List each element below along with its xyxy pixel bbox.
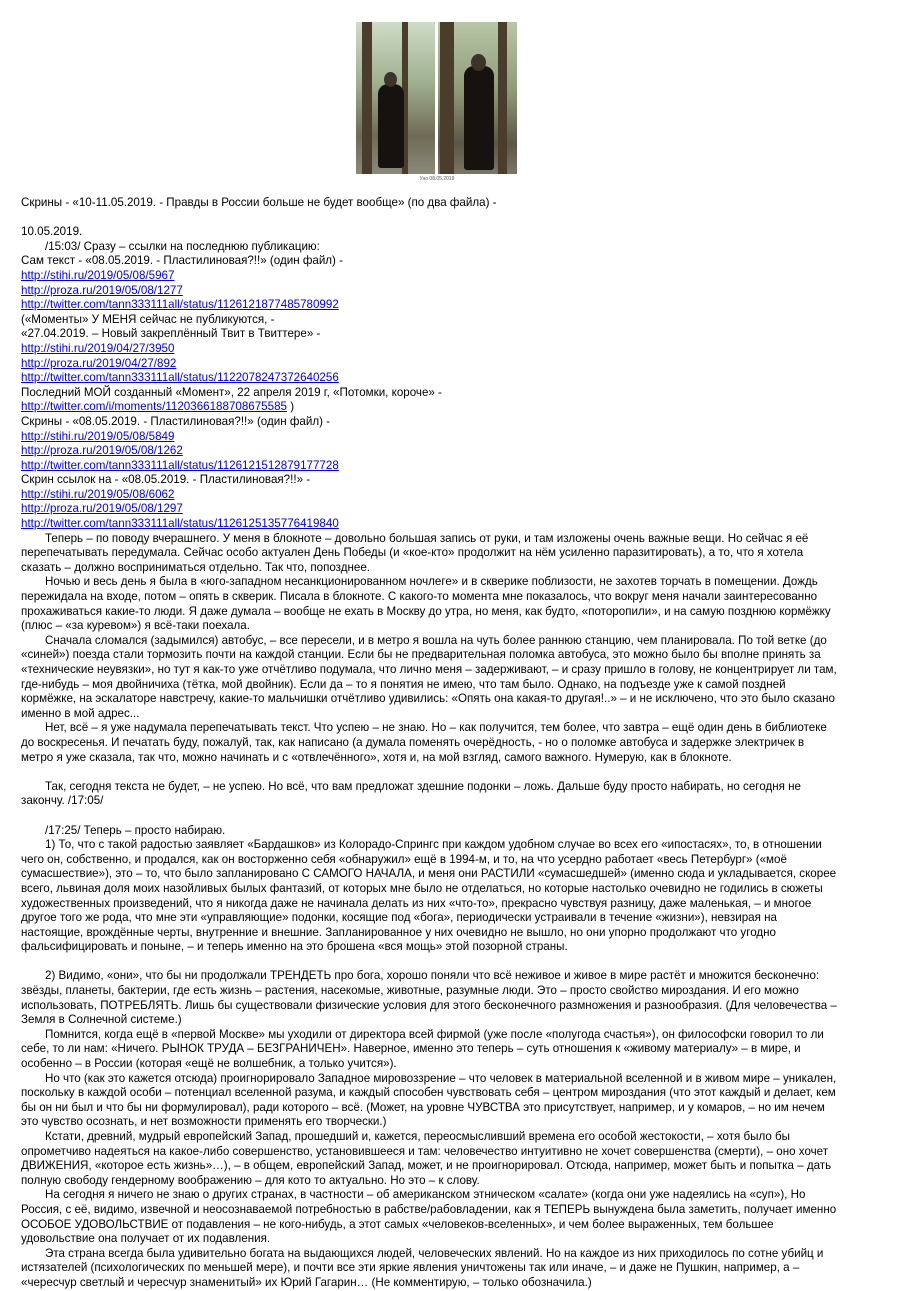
text-line: поскольку в каждой особи – потенциал вселенной разума, и каждый способен чувствовать себя – центром мироздания (что этот каждый и делает, кем	[21, 1086, 836, 1100]
doc-date: 10.05.2019.	[21, 225, 83, 239]
text-line: «технические неувязки», но тут я как-то уже отчётливо подумала, что лично меня – задерживают, – и сразу пришло в голову, не концентрирует ли там,	[21, 663, 837, 676]
link[interactable]: http://twitter.com/tann333111all/status/1122078247372640256	[21, 371, 339, 385]
text-line: Последний МОЙ созданный «Момент», 22 апреля 2019 г, «Потомки, короче» -	[21, 385, 442, 399]
text-line: чего он, собственно, и продался, как он восторженно себя «обнаружил» ещё в 1994-м, и то, на что усердно работает «весь Петербург» («моё	[21, 852, 787, 866]
text-line: Сначала сломался (задымился) автобус, – все пересели, и в метро я вошла на чуть более раннюю станцию, чем планировала. По той ветке (до	[45, 633, 827, 647]
text-line: Теперь – по поводу вчерашнего. У меня в блокноте – довольно большая запись от руки, и там изложены очень важные вещи. Но сейчас я её	[45, 531, 809, 545]
text-line: всего, львиная доля моих назойливых былых фантазий, от которых мне было не отделаться, но которые настолько очевидно не годились в сюжеты	[21, 881, 823, 895]
photo-collage	[356, 22, 518, 180]
photo-left	[356, 22, 435, 174]
text-line: себе, то ли нам: «Ничего. РЫНОК ТРУДА – БЕЗГРАНИЧЕН». Наверное, именно это теперь – суть отношения к «живому материалу» – в мире, и	[21, 1042, 801, 1056]
text-line: звёзды, планеты, бактерии, где есть жизнь – растения, насекомые, животные, разумные люди. Это – просто свойство мироздания. И его можно	[21, 984, 799, 998]
text-line: кормёжке, на эскалаторе навстречу, какие-то мальчишки отчётливо удивились: «Опять она какая-то другая!..» – и не исключено, что это было сказано	[21, 692, 836, 706]
text-line: художественных произведений, что я никогда даже не начинала делать из них «что-то», прекрасно чувствуя разницу, даже маленькая, – и многое	[21, 896, 812, 910]
text-line: ОСОБОЕ УДОВОЛЬСТВИЕ от подавления – не кого-нибудь, а этот самых «человеков-вселенных», и чем более выраженных, тем большее	[21, 1217, 774, 1231]
document-body: Скрины - «10-11.05.2019. - Правды в России больше не будет вообще» (по два файла) - 10.05.2019. /15:03/ Сразу – ссылки на последнюю публикацию: Сам текст - «08.05.2019. - Пластилиновая?!!» (один файл) - http://stihi.ru/2019/05/08/5967 http://proza.ru/2019/05/08/1277 http://twitter.com/tann333111all/status/1126121877485780992 («Моменты» У МЕНЯ сейчас не публикуются, - «27.04.2019. – Новый закреплённый Твит в Твиттере» - http://stihi.ru/2019/04/27/3950 http://proza.ru/2019/04/27/892 http://twitter.com/tann333111all/status/1122078247372640256 Последний МОЙ созданный «Момент», 22 апреля 2019 г, «Потомки, короче» - http://twitter.com/i/moments/1120366188708675585 ) Скрины - «08.05.2019. - Пластилиновая?!!» (один файл) - http://stihi.ru/2019/05/08/5849 http://proza.ru/2019/05/08/1262 http://twitter.com/tann333111all/status/1126121512879177728 Скрин ссылок на - «08.05.2019. - Пластилиновая?!!» - http://stihi.ru/2019/05/08/6062 http://proza.ru/2019/05/08/1297 http://twitter.com/tann333111all/status/1126125135776419840 Теперь – по поводу вчерашнего. У меня в блокноте – довольно большая запись от руки, и там изложены очень важные вещи. Но сейчас я её перепечатывать передумала. Сейчас особо актуален День Победы (и «кое-кто» продолжит на нём усиленно паразитировать), а то, что я хотела сказать – должно восприниматься отдельно. Так что, попозднее. Ночью и весь день я была в «юго-западном несанкционированном ночлеге» и в скверике поблизости, не захотев торчать в помещении. Дождь пережидала на входе, потом – опять в скверик. Писала в блокноте. С какого-то момента мне показалось, что вокруг меня начали заинтересованно прохаживаться какие-то люди. Я даже думала – вообще не ехать в Москву до утра, но меня, как будто, «поторопили», и на самую позднюю кормёжку (плюс – «за куревом») я всё-таки поехала. Сначала сломался (задымился) автобус, – все пересели, и в метро я вошла на чуть более раннюю станцию, чем планировала. По той ветке (до «синей») поезда стали тормозить почти на каждой станции. Если бы не предварительная поломка автобуса, это можно было бы вполне принять за «технические неувязки», но тут я как-то уже отчётливо подумала, что лично меня – задерживают, – и сразу пришло в голову, не концентрирует ли там, где-нибудь – моя двойничиха (тётка, мой двойник). Если да – то я понятия не имею, что там было. Однако, на подъезде уже к самой поздней кормёжке, на эскалаторе навстречу, какие-то мальчишки отчётливо удивились: «Опять она какая-то другая!..» – и не исключено, что это было сказано именно в мой адрес... Нет, всё – я уже надумала перепечатывать текст. Что успею – не знаю. Но – как получится, тем более, что завтра – ещё один день в библиотеке до воскресенья. И печатать буду, пожалуй, так, как написано (а думала поменять очерёдность, - но о поломке автобуса и задержке электричек в метро я уже сказала, так что, можно начинать и с «отвлечённого», хотя и, на мой взгляд, самого важного. Нумерую, как в блокноте. Так, сегодня текста не будет, – не успею. Но всё, что вам предложат здешние подонки – ложь. Дальше буду просто набирать, но сегодня не закончу. /17:05/ /17:25/ Теперь – просто набираю. 1) То, что с такой радостью заявляет «Бардашков» из Колорадо-Спрингс при каждом удобном случае во всех его «ипостасях», то, в отношении чего он, собственно, и продался, как он восторженно себя «обнаружил» ещё в 1994-м, и то, на что усердно работает «весь Петербург» («моё сумасшествие»), это – то, что было запланировано С САМОГО НАЧАЛА, и меня они РАСТИЛИ «сумасшедшей» (именно сюда и укладывается, скорее всего, львиная доля моих назойливых былых фантазий, от которых мне было не отделаться, но которые настолько очевидно не годились в сюжеты художественных произведений, что я никогда даже не начинала делать из них «что-то», прекрасно чувствуя разницу, даже маленькая, – и многое другое того же рода, что мне эти «управляющие» подонки, косящие под «бога», периодически устраивали в течение «жизни»), невзирая на настоящие, врождённые черты, внутренние и внешние. Запланированное у них очевидно не вышло, но они упорно продолжают что угодно фальсифицировать и поныне, – и теперь именно на это брошена «вся мощь» этой позорной страны. 2) Видимо, «они», что бы ни продолжали ТРЕНДЕТЬ про бога, хорошо поняли что всё неживое и живое в мире растёт и множится бесконечно: звёзды, планеты, бактерии, где есть жизнь – растения, насекомые, животные, разумные люди. Это – просто свойство мироздания. И его можно использовать, ПОТРЕБЛЯТЬ. Лишь бы существовали физические условия для этого бесконечного размножения и разнообразия. (Для человечества – Земля в Солнечной системе.) Помнится, когда ещё в «первой Москве» мы уходили от директора всей фирмой (уже после «полугода счастья»), он философски говорил то ли себе, то ли нам: «Ничего. РЫНОК ТРУДА – БЕЗГРАНИЧЕН». Наверное, именно это теперь – суть отношения к «живому материалу» – в мире, и особенно – в России (которая «ещё не волшебник, а только учится»). Но что (как это кажется отсюда) проигнорировало Западное мировоззрение – что человек в материальной вселенной и в живом мире – уникален, поскольку в каждой особи – потенциал вселенной разума, и каждый способен чувствовать себя – центром мироздания (что этот каждый и делает, кем бы он ни был и что бы ни формулировал), ради которого – всё. (Может, на уровне ЧУВСТВА это присутствует, например, и у комаров, – но им нечем это чувство осознать, и нет возможности применять его творчески.) Кстати, древний, мудрый европейский Запад, прошедший и, кажется, переосмысливший времена его особой жестокости, – хотя было бы опрометчиво надеяться на какое-либо совершенство, установившееся и там: человечество интуитивно не хочет совершенства (смерти), – оно хочет ДВИЖЕНИЯ, «которое есть жизнь»…), – в общем, европейский Запад, может, и не проигнорировал. Отсюда, например, может быть и попытка – дать полную свободу гендерному воображению – для кото то актуально. Но это – к слову. На сегодня я ничего не знаю о других странах, в частности – об американском этническом «салате» (когда они уже надеялись на «суп»), Но Россия, с её, видимо, извечной и неосознаваемой потребностью в рабстве/рабовладении, как я ТЕПЕРЬ вынуждена была заметить, получает именно ОСОБОЕ УДОВОЛЬСТВИЕ от подавления – не кого-нибудь, а этот самых «человеков-вселенных», и чем более выраженных, тем большее удовольствие она получает от их подавления. Эта страна всегда была удивительно богата на выдающихся людей, человеческих явлений. Но на каждое из них приходилось по сотне убийц и истязателей (психологических по меньшей мере), и почти все эти яркие явления уничтожены так или иначе, – и даже не Пушкин, например, а – «чересчур светлый и чересчур знаменитый» их Юрий Гагарин… (Не комментирую, – только обозначила.)	[21, 196, 883, 1291]
link[interactable]: http://stihi.ru/2019/05/08/5967	[21, 268, 175, 282]
link[interactable]: http://proza.ru/2019/05/08/1297	[21, 502, 183, 516]
text-line: использовать, ПОТРЕБЛЯТЬ. Лишь бы существовали физические условия для этого бесконечного размножения и разнообразия. (Для человечества –	[21, 998, 837, 1012]
text-line: /17:25/ Теперь – просто набираю.	[45, 823, 226, 837]
text-line: Россия, с её, видимо, извечной и неосознаваемой потребностью в рабстве/рабовладении, как я ТЕПЕРЬ вынуждена была заметить, получает именно	[21, 1202, 837, 1216]
text-line: Но что (как это кажется отсюда) проигнорировало Западное мировоззрение – что человек в материальной вселенной и в живом мире – уникален,	[45, 1071, 837, 1085]
text-line: пережидала на входе, потом – опять в скверик. Писала в блокноте. С какого-то момента мне показалось, что вокруг меня начали заинтересованно	[21, 590, 818, 604]
text-line: 1) То, что с такой радостью заявляет «Бардашков» из Колорадо-Спрингс при каждом удобном случае во всех его «ипостасях», то, в отношении	[45, 838, 822, 852]
link[interactable]: http://twitter.com/tann333111all/status/1126121512879177728	[21, 458, 339, 472]
text-line: истязателей (психологических по меньшей мере), и почти все эти яркие явления уничтожены так или иначе, – и даже не Пушкин, например, а –	[21, 1261, 800, 1275]
text-line: сказать – должно восприниматься отдельно. Так что, попозднее.	[21, 560, 371, 574]
text-line: Так, сегодня текста не будет, – не успею. Но всё, что вам предложат здешние подонки – ложь. Дальше буду просто набирать, но сегодня не	[45, 779, 801, 793]
link[interactable]: http://proza.ru/2019/05/08/1277	[21, 283, 183, 297]
text-line: Скрин ссылок на - «08.05.2019. - Пластилиновая?!!» -	[21, 473, 311, 487]
text-line: Нет, всё – я уже надумала перепечатывать текст. Что успею – не знаю. Но – как получится, тем более, что завтра – ещё один день в библиотеке	[45, 721, 827, 735]
text-line: Сам текст - «08.05.2019. - Пластилиновая?!!» (один файл) -	[21, 254, 344, 268]
text-line: удовольствие она получает от их подавления.	[21, 1232, 271, 1246]
link[interactable]: http://proza.ru/2019/05/08/1262	[21, 444, 183, 458]
text-line: бы он ни был и что бы ни формулировал), ради которого – всё. (Может, на уровне ЧУВСТВА это присутствует, например, и у комаров, – но им нечем	[21, 1100, 825, 1114]
text-line: «синей») поезда стали тормозить почти на каждой станции. Если бы не предварительная поломка автобуса, это можно было бы вполне принять за	[21, 648, 821, 662]
text-line: полную свободу гендерному воображению – для кото то актуально. Но это – к слову.	[21, 1173, 480, 1187]
photo-caption: Уно 08.05.2019	[419, 176, 455, 182]
text-line: закончу. /17:05/	[21, 794, 104, 808]
text-line: Эта страна всегда была удивительно богата на выдающихся людей, человеческих явлений. Но на каждое из них приходилось по сотне убийц и	[45, 1246, 824, 1260]
link[interactable]: http://stihi.ru/2019/05/08/6062	[21, 487, 175, 501]
text-line: другое того же рода, что мне эти «управляющие» подонки, косящие под «бога», периодически устраивали в течение «жизни»), невзирая на	[21, 911, 777, 925]
text-line: метро я уже сказала, так что, можно начинать и с «отвлечённого», хотя и, на мой взгляд, самого важного. Нумерую, как в блокноте.	[21, 750, 732, 764]
text-line: фальсифицировать и поныне, – и теперь именно на это брошена «вся мощь» этой позорной страны.	[21, 940, 568, 954]
text-line: На сегодня я ничего не знаю о других странах, в частности – об американском этническом «салате» (когда они уже надеялись на «суп»), Но	[45, 1188, 806, 1202]
text-line: сумасшествие»), это – то, что было запланировано С САМОГО НАЧАЛА, и меня они РАСТИЛИ «сумасшедшей» (именно сюда и укладывается, скорее	[21, 867, 837, 881]
text-line: ДВИЖЕНИЯ, «которое есть жизнь»…), – в общем, европейский Запад, может, и не проигнорировал. Отсюда, например, может быть и попытка – дать	[21, 1159, 832, 1173]
text-line: Ночью и весь день я была в «юго-западном несанкционированном ночлеге» и в скверике поблизости, не захотев торчать в помещении. Дождь	[45, 575, 818, 589]
text-line: (плюс – «за куревом») я всё-таки поехала.	[21, 619, 250, 633]
text-line: особенно – в России (которая «ещё не волшебник, а только учится»).	[21, 1057, 397, 1071]
text-line: Кстати, древний, мудрый европейский Запад, прошедший и, кажется, переосмысливший времена его особой жестокости, – хотя было бы	[45, 1130, 791, 1143]
text-line: «27.04.2019. – Новый закреплённый Твит в Твиттере» -	[21, 327, 321, 341]
photo-right	[438, 22, 517, 174]
text-line: опрометчиво надеяться на какое-либо совершенство, установившееся и там: человечество интуитивно не хочет совершенства (смерти), – оно хочет	[21, 1144, 829, 1158]
text-line: до воскресенья. И печатать буду, пожалуй, так, как написано (а думала поменять очерёдность, - но о поломке автобуса и задержке электричек в	[21, 735, 805, 749]
text-line: «чересчур светлый и чересчур знаменитый» их Юрий Гагарин… (Не комментирую, – только обозначила.)	[21, 1275, 592, 1289]
link[interactable]: http://stihi.ru/2019/05/08/5849	[21, 429, 175, 443]
text-line: («Моменты» У МЕНЯ сейчас не публикуются, -	[21, 312, 275, 326]
text-line: Земля в Солнечной системе.)	[21, 1013, 182, 1027]
doc-header: Скрины - «10-11.05.2019. - Правды в России больше не будет вообще» (по два файла) -	[21, 196, 497, 209]
text-line: именно в мой адрес...	[21, 706, 140, 720]
link[interactable]: http://twitter.com/tann333111all/status/1126121877485780992	[21, 298, 339, 312]
text-line: Помнится, когда ещё в «первой Москве» мы уходили от директора всей фирмой (уже после «полугода счастья»), он философски говорил то ли	[45, 1027, 824, 1041]
text-line: где-нибудь – моя двойничиха (тётка, мой двойник). Если да – то я понятия не имею, что там было. Однако, на подъезде уже к самой поздней	[21, 677, 786, 691]
link[interactable]: http://proza.ru/2019/04/27/892	[21, 356, 177, 370]
text-line: Скрины - «08.05.2019. - Пластилиновая?!!» (один файл) -	[21, 414, 331, 428]
link[interactable]: http://stihi.ru/2019/04/27/3950	[21, 341, 175, 355]
text-line: 2) Видимо, «они», что бы ни продолжали ТРЕНДЕТЬ про бога, хорошо поняли что всё неживое и живое в мире растёт и множится бесконечно:	[45, 969, 820, 983]
text-line: прохаживаться какие-то люди. Я даже думала – вообще не ехать в Москву до утра, но меня, как будто, «поторопили», и на самую позднюю кормёжку	[21, 604, 831, 618]
text-line: это чувство осознать, и нет возможности применять его творчески.)	[21, 1115, 387, 1129]
text-line: /15:03/ Сразу – ссылки на последнюю публикацию:	[45, 239, 320, 253]
link[interactable]: http://twitter.com/i/moments/1120366188708675585	[21, 400, 287, 414]
link[interactable]: http://twitter.com/tann333111all/status/1126125135776419840	[21, 517, 339, 531]
text-line: настоящие, врождённые черты, внутренние и внешние. Запланированное у них очевидно не вышло, но они упорно продолжают что угодно	[21, 925, 776, 939]
text-line: перепечатывать передумала. Сейчас особо актуален День Победы (и «кое-кто» продолжит на нём усиленно паразитировать), а то, что я хотела	[21, 546, 804, 560]
